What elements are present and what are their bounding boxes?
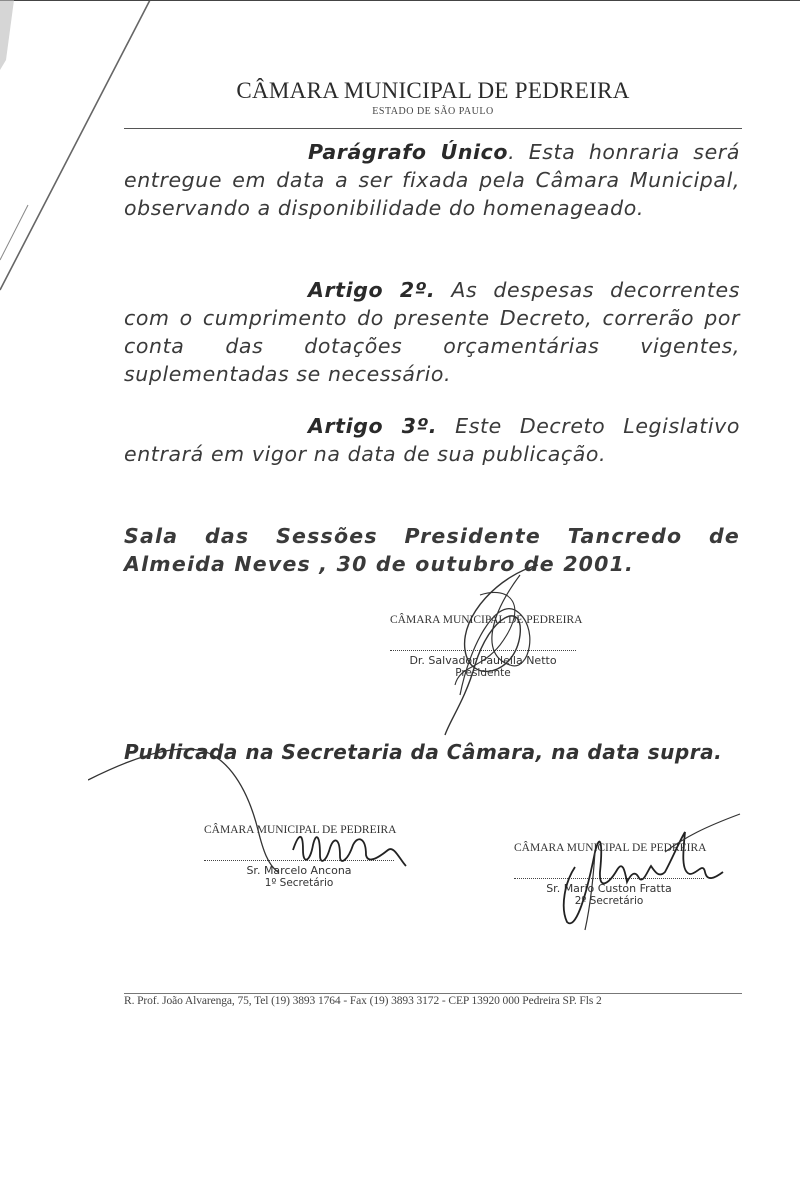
signature-name: Sr. Marcelo Ancona (246, 864, 352, 877)
letterhead-subtitle: ESTADO DE SÃO PAULO (372, 106, 494, 117)
paragraph-lead: Parágrafo Único (308, 140, 509, 164)
signature-line (204, 860, 394, 861)
signature-stamp: CÂMARA MUNICIPAL DE PEDREIRA (390, 614, 583, 626)
paragraph-text: Este Decreto Legislativo entrará em vigor na data de sua publicação. (124, 414, 740, 466)
signature-first-secretary (204, 824, 397, 889)
signature-name: Sr. Mario Custon Fratta (546, 882, 672, 895)
signature-role: 1º Secretário (264, 877, 334, 889)
signature-stamp: CÂMARA MUNICIPAL DE PEDREIRA (204, 824, 397, 836)
paragraph-lead: Artigo 2º. (308, 278, 436, 302)
signature-role: Presidente (455, 667, 511, 679)
paragraph-lead: Artigo 3º. (308, 414, 438, 438)
signature-name: Dr. Salvador Paulella Netto (409, 654, 557, 667)
paragraph-text: . Esta honraria será entregue em data a ser fixada pela Câmara Municipal, observando a disponibilidade do homenageado. (124, 140, 740, 220)
scan-shadow (0, 0, 14, 70)
footer-address: R. Prof. João Alvarenga, 75, Tel (19) 3893 1764 - Fax (19) 3893 3172 - CEP 13920 000 Pedreira SP. Fls 2 (124, 993, 742, 1007)
letterhead (124, 78, 742, 117)
scan-edge-line (0, 205, 28, 260)
signature-role: 2º Secretário (574, 895, 644, 907)
paragraph-text: As despesas decorrentes com o cumprimento do presente Decreto, correrão por conta das dotações orçamentárias vigentes, suplementadas se necessário. (124, 278, 740, 386)
paragraph-artigo-3 (124, 412, 740, 468)
signature-line (390, 650, 576, 651)
publication-note: Publicada na Secretaria da Câmara, na data supra. (124, 740, 723, 764)
closing-statement: Sala das Sessões Presidente Tancredo de Almeida Neves , 30 de outubro de 2001. (124, 524, 740, 576)
signature-second-secretary (514, 842, 707, 907)
letterhead-title: CÂMARA MUNICIPAL DE PEDREIRA (236, 78, 630, 103)
paragraph-artigo-2 (124, 276, 740, 388)
paragraph-unico (124, 138, 740, 222)
signature-stamp: CÂMARA MUNICIPAL DE PEDREIRA (514, 842, 707, 854)
signature-president (390, 614, 583, 679)
header-rule (124, 128, 742, 129)
signature-line (514, 878, 704, 879)
